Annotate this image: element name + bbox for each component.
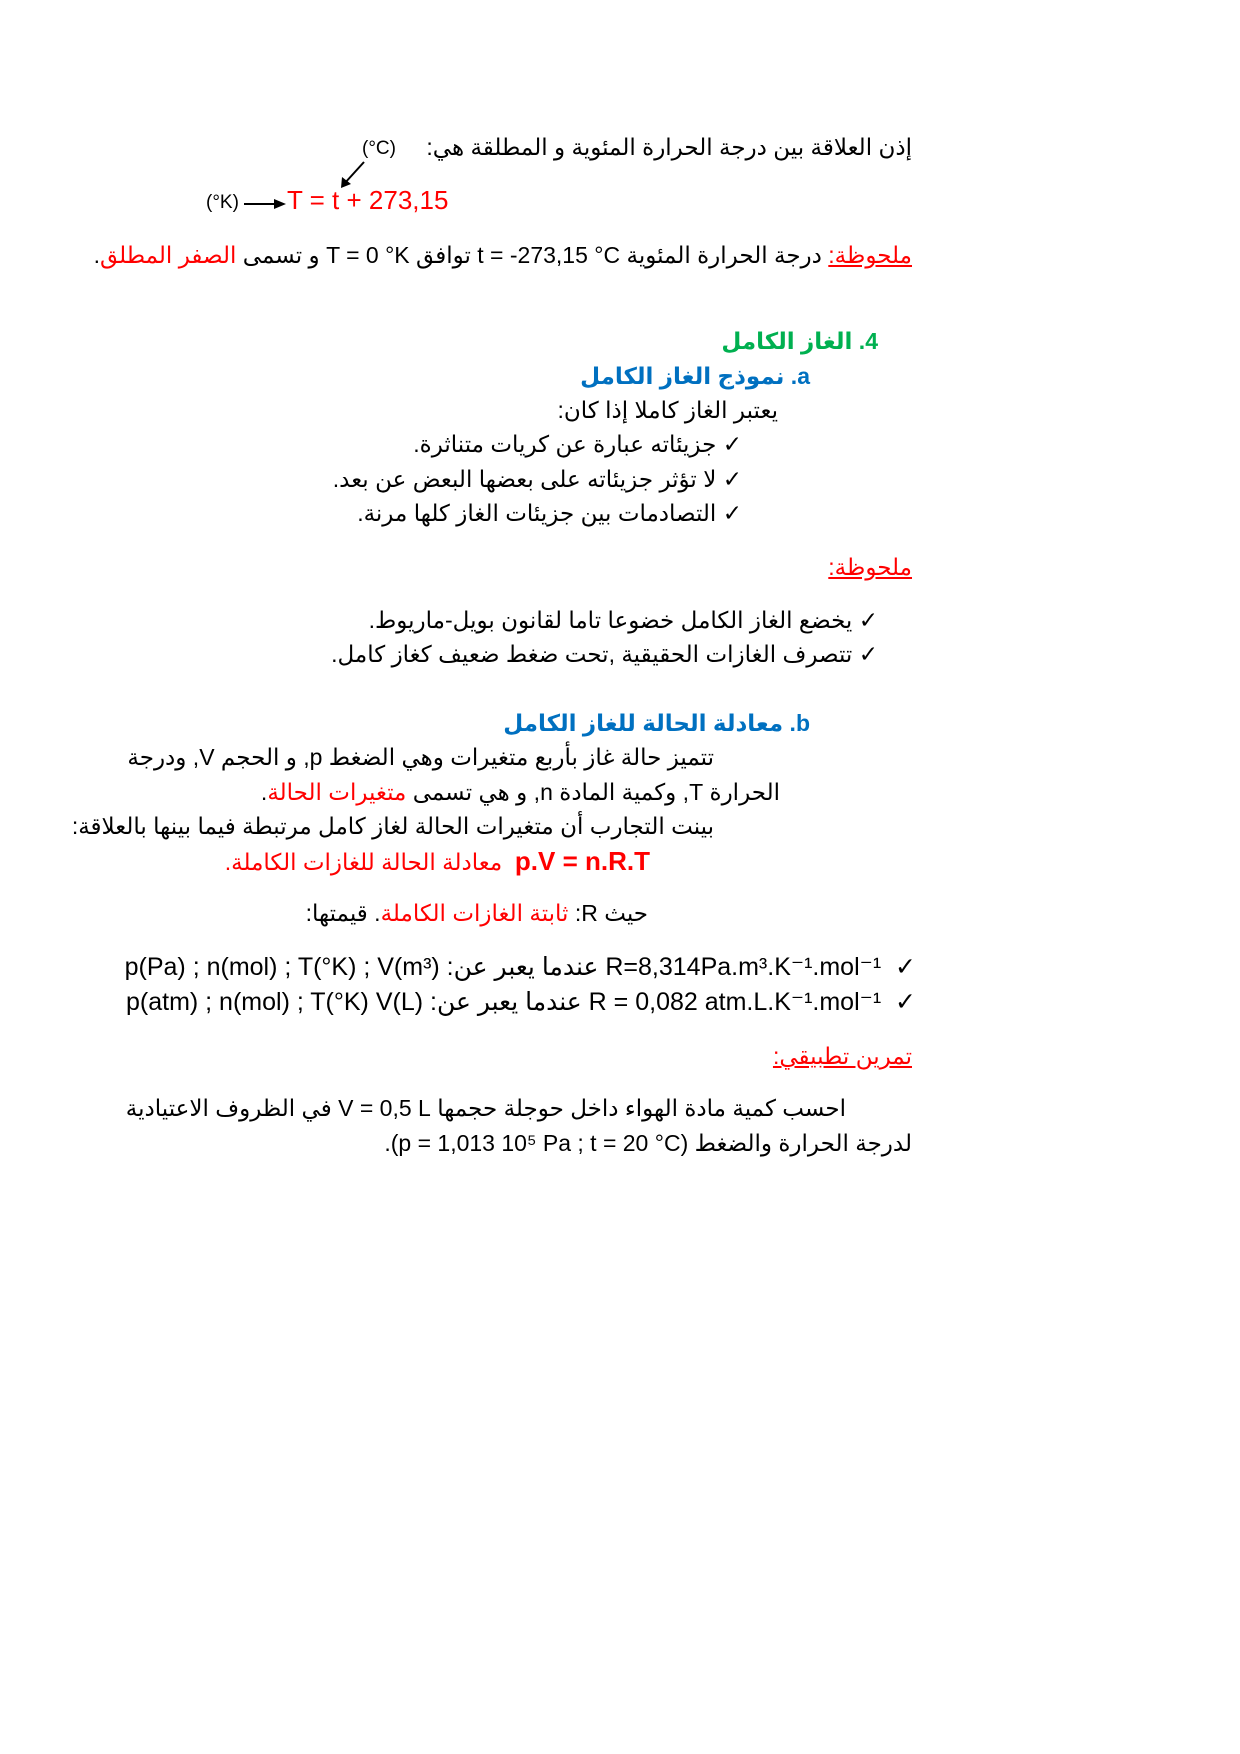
a-item: ✓ جزيئاته عبارة عن كريات متناثرة. [413,431,742,457]
ideal-gas-equation: p.V = n.R.T معادلة الحالة للغازات الكاملة. [224,846,650,876]
note-absolute-zero [93,240,912,270]
celsius-label: (°C) [362,138,396,159]
note-label: ملحوظة: [828,554,912,580]
equation: p.V = n.R.T [514,846,650,876]
section-b-title: b. معادلة الحالة للغاز الكامل [503,710,810,736]
note-item: ✓ تتصرف الغازات الحقيقية ,تحت ضغط ضعيف كغاز كامل. [331,641,878,667]
exercise-label: تمرين تطبيقي: [772,1043,912,1069]
check-icon: ✓ [895,953,916,981]
r-value-atm: ✓ R = 0,082 atm.L.K⁻¹.mol⁻¹ عندما يعبر عن: p(atm) ; n(mol) ; T(°K) V(L) [125,988,916,1016]
check-icon: ✓ [722,431,742,457]
a-item: ✓ التصادمات بين جزيئات الغاز كلها مرنة. [357,500,742,526]
section-4-title: 4. الغاز الكامل [721,328,878,354]
exercise-line1: احسب كمية مادة الهواء داخل حوجلة حجمها V = 0,5 L في الظروف الاعتيادية [125,1095,846,1121]
check-icon: ✓ [858,641,878,667]
a-item: ✓ لا تؤثر جزيئاته على بعضها البعض عن بعد. [332,466,742,492]
note-item: ✓ يخضع الغاز الكامل خضوعا تاما لقانون بويل-ماريوط. [368,607,878,633]
a-intro: يعتبر الغاز كاملا إذا كان: [557,397,778,423]
arrow-icon [244,196,286,212]
check-icon: ✓ [722,466,742,492]
section-a-title: a. نموذج الغاز الكامل [580,363,810,389]
temperature-formula: T = t + 273,15 [287,185,449,215]
check-icon: ✓ [858,607,878,633]
r-definition: حيث R: ثابتة الغازات الكاملة. قيمتها: [305,900,648,926]
state-variables-term: متغيرات الحالة [267,779,407,805]
gas-constant-term: ثابتة الغازات الكاملة [380,900,569,926]
note-label: ملحوظة: [828,242,912,268]
relation-intro: إذن العلاقة بين درجة الحرارة المئوية و المطلقة هي: [426,134,912,160]
note-text: درجة الحرارة المئوية t = -273,15 °C توافق T = 0 °K و تسمى [236,242,829,268]
r-value-si: ✓ R=8,314Pa.m³.K⁻¹.mol⁻¹ عندما يعبر عن: p(Pa) ; n(mol) ; T(°K) ; V(m³) [124,953,916,981]
absolute-zero-term: الصفر المطلق [99,242,237,268]
kelvin-label: (°K) [206,192,239,213]
note-end: . [93,242,100,268]
check-icon: ✓ [895,988,916,1016]
equation-name: معادلة الحالة للغازات الكاملة [231,849,503,875]
b-line1: تتميز حالة غاز بأربع متغيرات وهي الضغط p, و الحجم V, ودرجة [127,744,714,770]
exercise-line2: لدرجة الحرارة والضغط (p = 1,013 10⁵ Pa ; t = 20 °C). [384,1130,912,1156]
b-line2: الحرارة T, وكمية المادة n, و هي تسمى متغيرات الحالة. [260,779,780,805]
check-icon: ✓ [722,500,742,526]
b-line3: بينت التجارب أن متغيرات الحالة لغاز كامل مرتبطة فيما بينها بالعلاقة: [71,813,714,839]
